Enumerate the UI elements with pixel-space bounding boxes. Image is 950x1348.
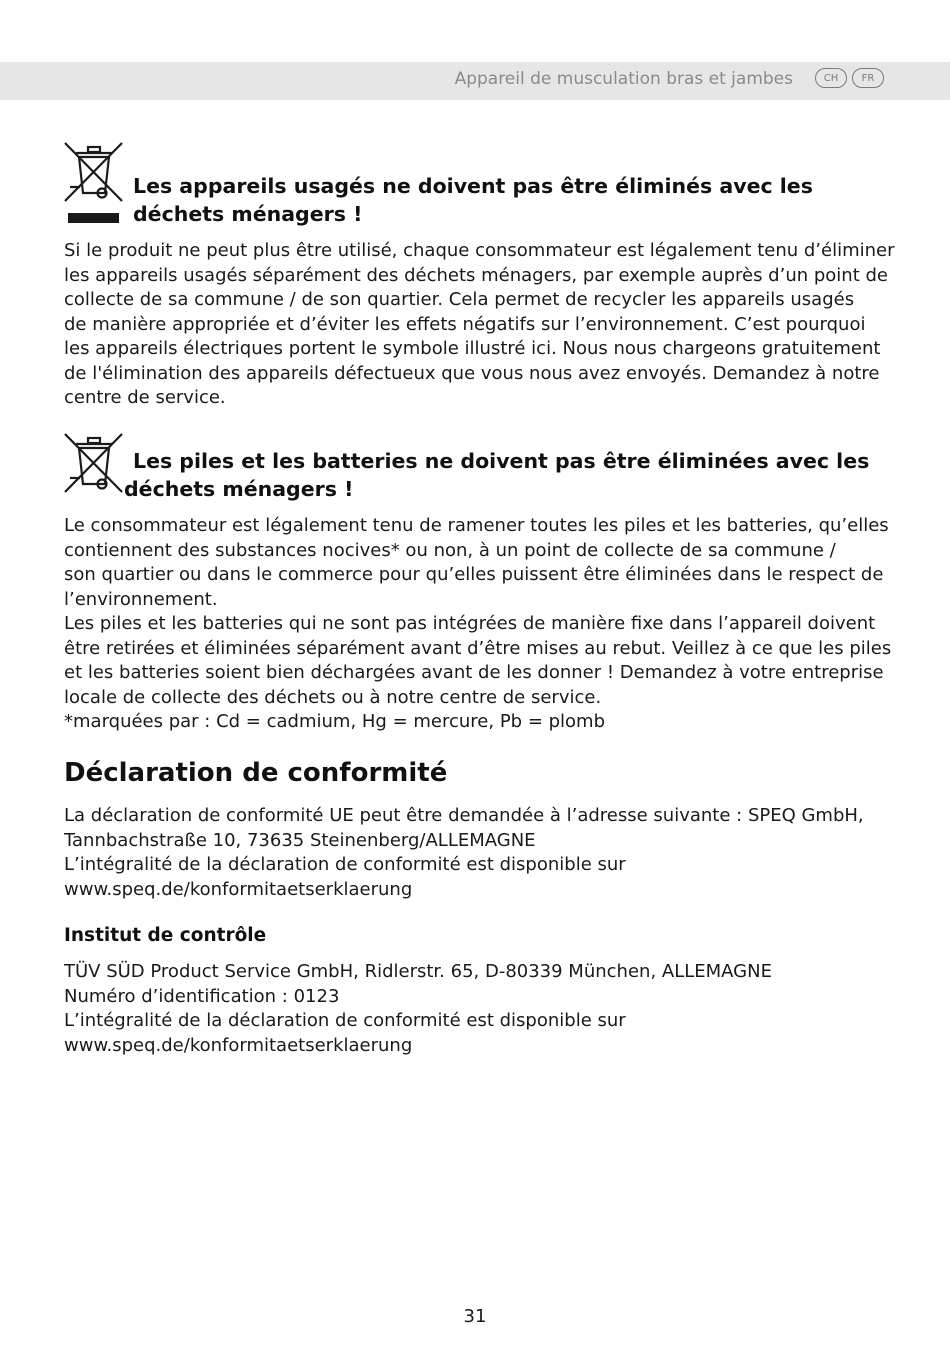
country-badge-ch: CH xyxy=(815,68,847,88)
institute-body-line: TÜV SÜD Product Service GmbH, Ridlerstr. 65, D-80339 München, ALLEMAGNE xyxy=(64,961,772,982)
battery-body-line: son quartier ou dans le commerce pour qu’elles puissent être éliminées dans le respect de xyxy=(64,564,884,585)
crossed-out-wheelie-bin-icon xyxy=(64,432,126,496)
battery-heading-line: déchets ménagers ! xyxy=(124,477,354,501)
crossed-out-wheelie-bin-icon xyxy=(64,141,126,227)
institute-title: Institut de contrôle xyxy=(64,925,267,946)
weee-body-line: collecte de sa commune / de son quartier. Cela permet de recycler les appareils usagés xyxy=(64,289,855,310)
institute-body-line: www.speq.de/konformitaetserklaerung xyxy=(64,1034,413,1056)
country-badge-fr: FR xyxy=(852,68,884,88)
weee-heading-line: déchets ménagers ! xyxy=(133,202,363,226)
battery-body-line: Les piles et les batteries qui ne sont pas intégrées de manière fixe dans l’appareil doivent xyxy=(64,613,876,634)
weee-heading xyxy=(133,172,813,228)
weee-body-line: de l'élimination des appareils défectueux que vous nous avez envoyés. Demandez à notre xyxy=(64,362,880,384)
institute-body-line: L’intégralité de la déclaration de conformité est disponible sur xyxy=(64,1010,626,1031)
weee-body xyxy=(64,239,894,411)
battery-body-line: être retirées et éliminées séparément avant d’être mises au rebut. Veillez à ce que les piles xyxy=(64,637,892,659)
header-title: Appareil de musculation bras et jambes xyxy=(454,69,793,89)
conformity-body-line: La déclaration de conformité UE peut être demandée à l’adresse suivante : SPEQ GmbH, xyxy=(64,805,864,826)
conformity-body xyxy=(64,804,894,902)
battery-body-line: *marquées par : Cd = cadmium, Hg = mercure, Pb = plomb xyxy=(64,711,606,732)
page-number: 31 xyxy=(463,1306,487,1327)
conformity-body-line: Tannbachstraße 10, 73635 Steinenberg/ALLEMAGNE xyxy=(64,829,536,851)
battery-heading-line: Les piles et les batteries ne doivent pas être éliminées avec les xyxy=(133,449,870,473)
battery-body-line: locale de collecte des déchets ou à notre centre de service. xyxy=(64,686,602,708)
battery-body xyxy=(64,514,894,735)
conformity-title: Déclaration de conformité xyxy=(64,758,448,788)
conformity-body-line: L’intégralité de la déclaration de conformité est disponible sur xyxy=(64,854,626,875)
weee-body-line: Si le produit ne peut plus être utilisé, chaque consommateur est légalement tenu d’éliminer xyxy=(64,240,895,261)
institute-body xyxy=(64,960,894,1058)
weee-body-line: centre de service. xyxy=(64,387,226,408)
conformity-body-line: www.speq.de/konformitaetserklaerung xyxy=(64,878,413,900)
weee-body-line: les appareils usagés séparément des déchets ménagers, par exemple auprès d’un point de xyxy=(64,264,888,286)
battery-body-line: et les batteries soient bien déchargées avant de les donner ! Demandez à votre entreprise xyxy=(64,662,884,683)
battery-body-line: Le consommateur est légalement tenu de ramener toutes les piles et les batteries, qu’elles xyxy=(64,515,889,536)
battery-body-line: contiennent des substances nocives* ou non, à un point de collecte de sa commune / xyxy=(64,539,836,561)
weee-body-line: de manière appropriée et d’éviter les effets négatifs sur l’environnement. C’est pourquoi xyxy=(64,313,866,335)
battery-heading xyxy=(124,447,869,503)
institute-body-line: Numéro d’identification : 0123 xyxy=(64,985,340,1007)
battery-body-line: l’environnement. xyxy=(64,588,218,610)
weee-body-line: les appareils électriques portent le symbole illustré ici. Nous nous chargeons gratuitement xyxy=(64,338,881,359)
weee-heading-line: Les appareils usagés ne doivent pas être éliminés avec les xyxy=(133,174,813,198)
